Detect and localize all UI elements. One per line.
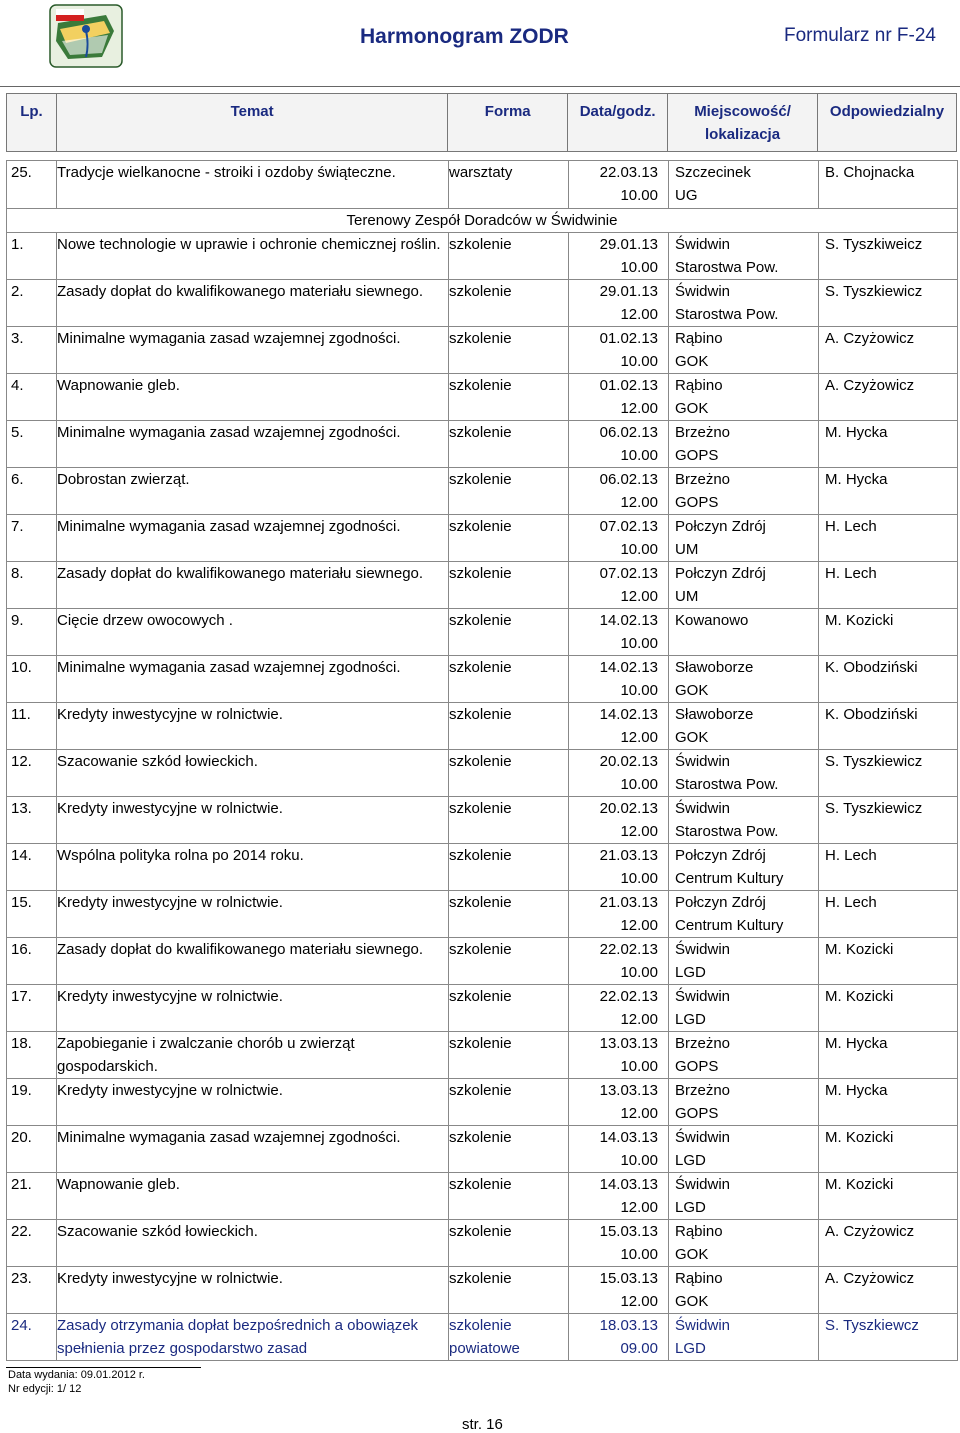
row-date-day: 13.03.13: [599, 1082, 658, 1099]
row-forma: szkolenie: [449, 515, 569, 562]
row-forma: szkolenie: [449, 1173, 569, 1220]
row-place-town: Rąbino: [675, 1270, 723, 1287]
row-date: [569, 750, 669, 797]
row-lp: 10.: [7, 656, 57, 703]
row-place-town: Połczyn Zdrój: [675, 847, 766, 864]
row-lp: 3.: [7, 327, 57, 374]
row-date-day: 22.02.13: [599, 988, 658, 1005]
row-temat: Wspólna polityka rolna po 2014 roku.: [57, 844, 449, 891]
row-resp: S. Tyszkiewcz: [819, 1314, 958, 1361]
row-place: [669, 797, 819, 844]
row-date-day: 01.02.13: [599, 377, 658, 394]
table-row: [7, 374, 958, 421]
row-lp: 6.: [7, 468, 57, 515]
row-place-loc: GOK: [675, 729, 709, 746]
row-temat: Kredyty inwestycyjne w rolnictwie.: [57, 985, 449, 1032]
table-row: [7, 421, 958, 468]
row-forma: szkolenie: [449, 609, 569, 656]
row-place: [669, 1126, 819, 1173]
table-row: [7, 280, 958, 327]
row-place-town: Świdwin: [675, 941, 731, 958]
row-forma: szkolenie: [449, 703, 569, 750]
row-date-day: 14.02.13: [599, 659, 658, 676]
schedule-table: [6, 160, 958, 1361]
row-date-day: 22.03.13: [599, 164, 658, 181]
row-place-town: Świdwin: [675, 988, 731, 1005]
row-place-loc: GOK: [675, 353, 709, 370]
row-date: [569, 327, 669, 374]
row-temat: Minimalne wymagania zasad wzajemnej zgodności.: [57, 515, 449, 562]
table-row: [7, 703, 958, 750]
row-date-time: 10.00: [620, 187, 658, 204]
row-lp: 20.: [7, 1126, 57, 1173]
row-lp: 22.: [7, 1220, 57, 1267]
row-place: [669, 844, 819, 891]
row-resp: A. Czyżowicz: [819, 327, 958, 374]
row-place-loc: UM: [675, 588, 699, 605]
row-lp: 12.: [7, 750, 57, 797]
row-date-day: 15.03.13: [599, 1270, 658, 1287]
row-temat: Kredyty inwestycyjne w rolnictwie.: [57, 891, 449, 938]
row-temat: Zasady otrzymania dopłat bezpośrednich a obowiązek spełnienia przez gospodarstwo zasad: [57, 1314, 449, 1361]
row-date: [569, 938, 669, 985]
row-date-time: 10.00: [620, 635, 658, 652]
col-temat: Temat: [56, 94, 447, 152]
row-lp: 24.: [7, 1314, 57, 1361]
row-lp: 15.: [7, 891, 57, 938]
row-resp: M. Hycka: [819, 1032, 958, 1079]
row-place: [669, 233, 819, 280]
row-date: [569, 515, 669, 562]
table-row: [7, 1314, 958, 1361]
page-header: [42, 3, 958, 68]
row-resp: B. Chojnacka: [819, 161, 958, 209]
row-date-time: 12.00: [620, 1011, 658, 1028]
row-temat: Cięcie drzew owocowych .: [57, 609, 449, 656]
row-temat: Nowe technologie w uprawie i ochronie chemicznej roślin.: [57, 233, 449, 280]
form-number: Formularz nr F-24: [783, 25, 936, 46]
row-date-time: 12.00: [620, 729, 658, 746]
row-place-town: Rąbino: [675, 377, 723, 394]
row-date: [569, 1314, 669, 1361]
row-lp: 2.: [7, 280, 57, 327]
row-place: [669, 1079, 819, 1126]
row-date-time: 10.00: [620, 1152, 658, 1169]
row-date-day: 22.02.13: [599, 941, 658, 958]
row-date-time: 10.00: [620, 682, 658, 699]
row-place-town: Świdwin: [675, 283, 731, 300]
row-resp: S. Tyszkiweicz: [819, 233, 958, 280]
row-date-time: 10.00: [620, 964, 658, 981]
row-date: [569, 1220, 669, 1267]
row-date-time: 10.00: [620, 259, 658, 276]
row-date-day: 07.02.13: [599, 518, 658, 535]
row-resp: S. Tyszkiewicz: [819, 797, 958, 844]
row-place-town: Brzeżno: [675, 424, 731, 441]
row-date: [569, 1032, 669, 1079]
row-date-day: 21.03.13: [599, 894, 658, 911]
row-date-day: 07.02.13: [599, 565, 658, 582]
row-place-town: Brzeżno: [675, 1035, 731, 1052]
row-place: [669, 1267, 819, 1314]
row-place-loc: Starostwa Pow.: [675, 823, 779, 840]
row-temat: Minimalne wymagania zasad wzajemnej zgodności.: [57, 421, 449, 468]
row-place-loc: UM: [675, 541, 699, 558]
row-place-town: Świdwin: [675, 1129, 731, 1146]
row-forma: szkolenie: [449, 750, 569, 797]
row-date-day: 20.02.13: [599, 800, 658, 817]
table-row: [7, 1032, 958, 1079]
row-place: [669, 374, 819, 421]
row-temat: Zapobieganie i zwalczanie chorób u zwierząt gospodarskich.: [57, 1032, 449, 1079]
row-lp: 1.: [7, 233, 57, 280]
row-place: [669, 468, 819, 515]
row-date: [569, 161, 669, 209]
row-resp: K. Obodziński: [819, 703, 958, 750]
row-date-day: 14.03.13: [599, 1176, 658, 1193]
section-title: Terenowy Zespół Doradców w Świdwinie: [7, 209, 958, 233]
row-place: [669, 656, 819, 703]
row-place-town: Połczyn Zdrój: [675, 565, 766, 582]
table-row: [7, 656, 958, 703]
table-row: [7, 750, 958, 797]
row-lp: 25.: [7, 161, 57, 209]
row-place: [669, 750, 819, 797]
row-place-loc: GOK: [675, 400, 709, 417]
row-resp: M. Hycka: [819, 468, 958, 515]
row-place: [669, 703, 819, 750]
row-date-time: 10.00: [620, 1058, 658, 1075]
row-place-loc: LGD: [675, 1152, 706, 1169]
row-date-time: 12.00: [620, 1293, 658, 1310]
row-resp: A. Czyżowicz: [819, 1220, 958, 1267]
row-place: [669, 938, 819, 985]
row-date-day: 01.02.13: [599, 330, 658, 347]
issue-date: Data wydania: 09.01.2012 r.: [8, 1369, 145, 1381]
row-date-time: 12.00: [620, 1199, 658, 1216]
row-place-town: Sławoborze: [675, 706, 754, 723]
row-resp: S. Tyszkiewicz: [819, 280, 958, 327]
row-temat: Minimalne wymagania zasad wzajemnej zgodności.: [57, 327, 449, 374]
table-row: [7, 1173, 958, 1220]
row-temat: Zasady dopłat do kwalifikowanego materiału siewnego.: [57, 938, 449, 985]
row-forma: szkolenie: [449, 1267, 569, 1314]
row-place: [669, 161, 819, 209]
table-row: [7, 1126, 958, 1173]
row-resp: M. Kozicki: [819, 985, 958, 1032]
col-forma: Forma: [448, 94, 568, 152]
row-place-loc: GOPS: [675, 494, 719, 511]
row-date: [569, 844, 669, 891]
row-date-time: 12.00: [620, 917, 658, 934]
row-place-town: Sławoborze: [675, 659, 754, 676]
row-place-loc: UG: [675, 187, 698, 204]
row-place-loc: GOK: [675, 1293, 709, 1310]
row-date: [569, 233, 669, 280]
row-temat: Tradycje wielkanocne - stroiki i ozdoby świąteczne.: [57, 161, 449, 209]
table-row: [7, 797, 958, 844]
row-place-loc: LGD: [675, 1199, 706, 1216]
row-forma: warsztaty: [449, 161, 569, 209]
row-date-time: 12.00: [620, 588, 658, 605]
row-place-town: Świdwin: [675, 1176, 731, 1193]
row-lp: 4.: [7, 374, 57, 421]
row-date: [569, 468, 669, 515]
row-date-day: 29.01.13: [599, 236, 658, 253]
row-temat: Szacowanie szkód łowieckich.: [57, 750, 449, 797]
row-lp: 14.: [7, 844, 57, 891]
row-temat: Minimalne wymagania zasad wzajemnej zgodności.: [57, 1126, 449, 1173]
row-date: [569, 421, 669, 468]
row-date-time: 10.00: [620, 353, 658, 370]
table-row: [7, 938, 958, 985]
row-date: [569, 985, 669, 1032]
row-date-time: 10.00: [620, 541, 658, 558]
row-forma: szkolenie: [449, 938, 569, 985]
row-place: [669, 1220, 819, 1267]
row-place-loc: LGD: [675, 1340, 706, 1357]
row-temat: Kredyty inwestycyjne w rolnictwie.: [57, 1079, 449, 1126]
row-resp: K. Obodziński: [819, 656, 958, 703]
row-temat: Dobrostan zwierząt.: [57, 468, 449, 515]
table-row: [7, 1079, 958, 1126]
row-forma: szkolenie: [449, 280, 569, 327]
row-place-town: Połczyn Zdrój: [675, 518, 766, 535]
row-place: [669, 1314, 819, 1361]
row-temat: Kredyty inwestycyjne w rolnictwie.: [57, 1267, 449, 1314]
row-date-time: 12.00: [620, 400, 658, 417]
table-row: [7, 891, 958, 938]
row-place: [669, 985, 819, 1032]
row-place: [669, 515, 819, 562]
row-place: [669, 327, 819, 374]
row-date: [569, 797, 669, 844]
table-row: [7, 1267, 958, 1314]
row-date-time: 12.00: [620, 1105, 658, 1122]
row-resp: H. Lech: [819, 562, 958, 609]
row-date-time: 10.00: [620, 447, 658, 464]
row-place-town: Świdwin: [675, 753, 731, 770]
row-date: [569, 280, 669, 327]
row-temat: Wapnowanie gleb.: [57, 374, 449, 421]
row-date: [569, 656, 669, 703]
row-temat: Minimalne wymagania zasad wzajemnej zgodności.: [57, 656, 449, 703]
row-lp: 8.: [7, 562, 57, 609]
row-forma: szkolenie powiatowe: [449, 1314, 569, 1361]
row-forma: szkolenie: [449, 1126, 569, 1173]
row-place: [669, 421, 819, 468]
row-forma: szkolenie: [449, 656, 569, 703]
row-place-loc: Centrum Kultury: [675, 917, 784, 934]
row-place-loc: GOK: [675, 682, 709, 699]
footer: [8, 1368, 145, 1396]
row-lp: 5.: [7, 421, 57, 468]
row-date-time: 10.00: [620, 776, 658, 793]
section-row: [7, 209, 958, 233]
row-forma: szkolenie: [449, 421, 569, 468]
row-place: [669, 609, 819, 656]
row-place-loc: Starostwa Pow.: [675, 776, 779, 793]
row-lp: 18.: [7, 1032, 57, 1079]
row-place-loc: LGD: [675, 964, 706, 981]
row-place: [669, 562, 819, 609]
row-date-day: 29.01.13: [599, 283, 658, 300]
row-resp: M. Hycka: [819, 421, 958, 468]
row-forma: szkolenie: [449, 1032, 569, 1079]
row-date-day: 14.02.13: [599, 706, 658, 723]
table-row: [7, 161, 958, 209]
row-place-loc: Centrum Kultury: [675, 870, 784, 887]
col-lp: Lp.: [7, 94, 57, 152]
row-date: [569, 891, 669, 938]
row-date-day: 13.03.13: [599, 1035, 658, 1052]
row-date-day: 14.03.13: [599, 1129, 658, 1146]
row-place-loc: [675, 632, 818, 655]
document-title: Harmonogram ZODR: [360, 25, 569, 48]
row-place-loc: GOPS: [675, 1058, 719, 1075]
col-miejscowosc: Miejscowość/ lokalizacja: [668, 94, 818, 152]
row-forma: szkolenie: [449, 327, 569, 374]
row-temat: Zasady dopłat do kwalifikowanego materiału siewnego.: [57, 562, 449, 609]
row-place-town: Kowanowo: [675, 612, 749, 629]
column-header-table: [6, 93, 957, 152]
row-forma: szkolenie: [449, 233, 569, 280]
row-forma: szkolenie: [449, 844, 569, 891]
row-resp: S. Tyszkiewicz: [819, 750, 958, 797]
row-place-town: Brzeżno: [675, 471, 731, 488]
row-lp: 21.: [7, 1173, 57, 1220]
row-place: [669, 891, 819, 938]
row-forma: szkolenie: [449, 468, 569, 515]
row-lp: 17.: [7, 985, 57, 1032]
row-date-day: 06.02.13: [599, 471, 658, 488]
row-forma: szkolenie: [449, 797, 569, 844]
row-date-day: 20.02.13: [599, 753, 658, 770]
row-resp: M. Kozicki: [819, 938, 958, 985]
page-number: str. 16: [462, 1416, 503, 1433]
row-resp: H. Lech: [819, 515, 958, 562]
table-row: [7, 233, 958, 280]
row-date: [569, 1079, 669, 1126]
row-date-time: 12.00: [620, 823, 658, 840]
row-place-town: Rąbino: [675, 1223, 723, 1240]
row-date-time: 12.00: [620, 306, 658, 323]
row-date-day: 21.03.13: [599, 847, 658, 864]
row-date-time: 10.00: [620, 870, 658, 887]
row-lp: 9.: [7, 609, 57, 656]
row-date: [569, 609, 669, 656]
row-date: [569, 562, 669, 609]
row-date-time: 09.00: [620, 1340, 658, 1357]
row-lp: 11.: [7, 703, 57, 750]
row-lp: 13.: [7, 797, 57, 844]
row-resp: M. Kozicki: [819, 609, 958, 656]
row-place: [669, 1032, 819, 1079]
row-temat: Zasady dopłat do kwalifikowanego materiału siewnego.: [57, 280, 449, 327]
table-row: [7, 844, 958, 891]
table-row: [7, 1220, 958, 1267]
row-date: [569, 703, 669, 750]
row-forma: szkolenie: [449, 891, 569, 938]
row-date-day: 14.02.13: [599, 612, 658, 629]
row-place: [669, 280, 819, 327]
row-place-loc: Starostwa Pow.: [675, 306, 779, 323]
row-temat: Wapnowanie gleb.: [57, 1173, 449, 1220]
row-date-day: 06.02.13: [599, 424, 658, 441]
table-row: [7, 327, 958, 374]
row-place-loc: GOPS: [675, 447, 719, 464]
row-place-town: Szczecinek: [675, 164, 751, 181]
row-date: [569, 1267, 669, 1314]
table-row: [7, 468, 958, 515]
col-odpowiedzialny: Odpowiedzialny: [818, 94, 957, 152]
row-place-loc: LGD: [675, 1011, 706, 1028]
row-resp: M. Kozicki: [819, 1126, 958, 1173]
row-date: [569, 1173, 669, 1220]
row-place-loc: GOK: [675, 1246, 709, 1263]
table-row: [7, 609, 958, 656]
row-place-loc: GOPS: [675, 1105, 719, 1122]
row-forma: szkolenie: [449, 1079, 569, 1126]
row-date-time: 12.00: [620, 494, 658, 511]
row-resp: A. Czyżowicz: [819, 1267, 958, 1314]
row-temat: Kredyty inwestycyjne w rolnictwie.: [57, 703, 449, 750]
row-date-time: 10.00: [620, 1246, 658, 1263]
row-place-loc: Starostwa Pow.: [675, 259, 779, 276]
row-resp: H. Lech: [819, 891, 958, 938]
row-date: [569, 1126, 669, 1173]
row-resp: M. Kozicki: [819, 1173, 958, 1220]
row-lp: 19.: [7, 1079, 57, 1126]
row-forma: szkolenie: [449, 1220, 569, 1267]
row-place: [669, 1173, 819, 1220]
zodr-logo-icon: [44, 3, 128, 69]
row-place-town: Świdwin: [675, 236, 731, 253]
row-place-town: Rąbino: [675, 330, 723, 347]
row-place-town: Brzeżno: [675, 1082, 731, 1099]
row-place-town: Świdwin: [675, 800, 731, 817]
row-place-town: Świdwin: [675, 1317, 731, 1334]
table-row: [7, 985, 958, 1032]
row-place-town: Połczyn Zdrój: [675, 894, 766, 911]
row-lp: 23.: [7, 1267, 57, 1314]
row-lp: 7.: [7, 515, 57, 562]
row-date: [569, 374, 669, 421]
row-forma: szkolenie: [449, 374, 569, 421]
row-resp: H. Lech: [819, 844, 958, 891]
row-date-day: 15.03.13: [599, 1223, 658, 1240]
row-temat: Kredyty inwestycyjne w rolnictwie.: [57, 797, 449, 844]
header-divider: [0, 86, 960, 87]
row-forma: szkolenie: [449, 985, 569, 1032]
row-lp: 16.: [7, 938, 57, 985]
row-date-day: 18.03.13: [599, 1317, 658, 1334]
table-row: [7, 562, 958, 609]
edition-number: Nr edycji: 1/ 12: [8, 1383, 82, 1395]
table-row: [7, 515, 958, 562]
row-resp: A. Czyżowicz: [819, 374, 958, 421]
row-resp: M. Hycka: [819, 1079, 958, 1126]
row-temat: Szacowanie szkód łowieckich.: [57, 1220, 449, 1267]
col-data: Data/godz.: [568, 94, 668, 152]
row-forma: szkolenie: [449, 562, 569, 609]
